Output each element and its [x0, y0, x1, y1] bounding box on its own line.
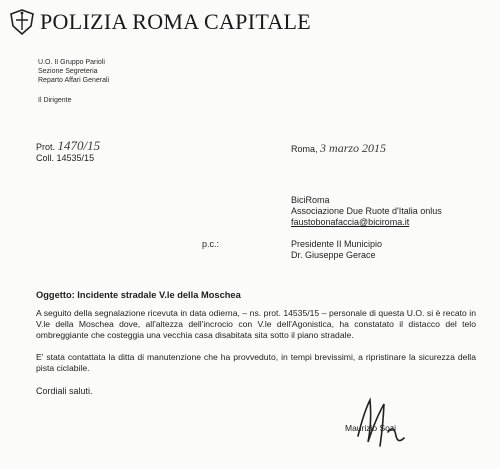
- office-line: Reparto Affari Generali: [38, 77, 110, 84]
- prot-number: 1470/15: [57, 138, 101, 153]
- office-line: U.O. II Gruppo Parioli: [38, 59, 105, 66]
- signatory-name: Maurizio Sozi: [345, 423, 397, 433]
- recipient-block: [291, 195, 442, 228]
- recipient-email-link[interactable]: faustobonafaccia@biciroma.it: [291, 217, 410, 227]
- closing-line: Cordiali saluti.: [36, 386, 93, 396]
- prot-label: Prot.: [36, 142, 56, 152]
- office-info: [38, 58, 109, 85]
- cc-line: Dr. Giuseppe Gerace: [291, 250, 376, 260]
- subject-line: Oggetto: Incidente stradale V.le della Moschea: [36, 290, 241, 300]
- recipient-line: BiciRoma: [291, 195, 330, 205]
- body-paragraph: E' stata contattata la ditta di manutenzione che ha provveduto, in tempi brevissimi, a ripristinare la sicurezza della pista ciclabile.: [36, 352, 476, 374]
- cc-line: Presidente II Municipio: [291, 239, 383, 249]
- coat-of-arms-icon: [9, 9, 35, 35]
- prot-line: [36, 140, 100, 153]
- coll-line: [36, 153, 100, 164]
- cc-label: p.c.:: [202, 239, 220, 249]
- body-paragraph: A seguito della segnalazione ricevuta in data odierna, – ns. prot. 14535/15 – personale di questa U.O. si è recato in V.le della Moschea dove, all'altezza dell'incrocio con V.le dell'Agonistica, ha constatato il distacco del telo ombreggiante che costeggia una vecchia casa disabitata sita sotto il piano stradale.: [36, 308, 476, 341]
- cc-block: [291, 239, 382, 261]
- coll-number: 14535/15: [56, 153, 95, 163]
- date-handwritten: 3 marzo 2015: [320, 141, 387, 155]
- date-line: [291, 143, 386, 155]
- role-label: Il Dirigente: [38, 97, 72, 104]
- date-place: Roma,: [291, 144, 318, 154]
- protocol-block: [36, 140, 100, 164]
- office-line: Sezione Segreteria: [38, 68, 98, 75]
- recipient-line: Associazione Due Ruote d'Italia onlus: [291, 206, 442, 216]
- handwritten-signature: [350, 392, 410, 452]
- coll-label: Coll.: [36, 153, 55, 163]
- letterhead-title: POLIZIA ROMA CAPITALE: [40, 9, 311, 34]
